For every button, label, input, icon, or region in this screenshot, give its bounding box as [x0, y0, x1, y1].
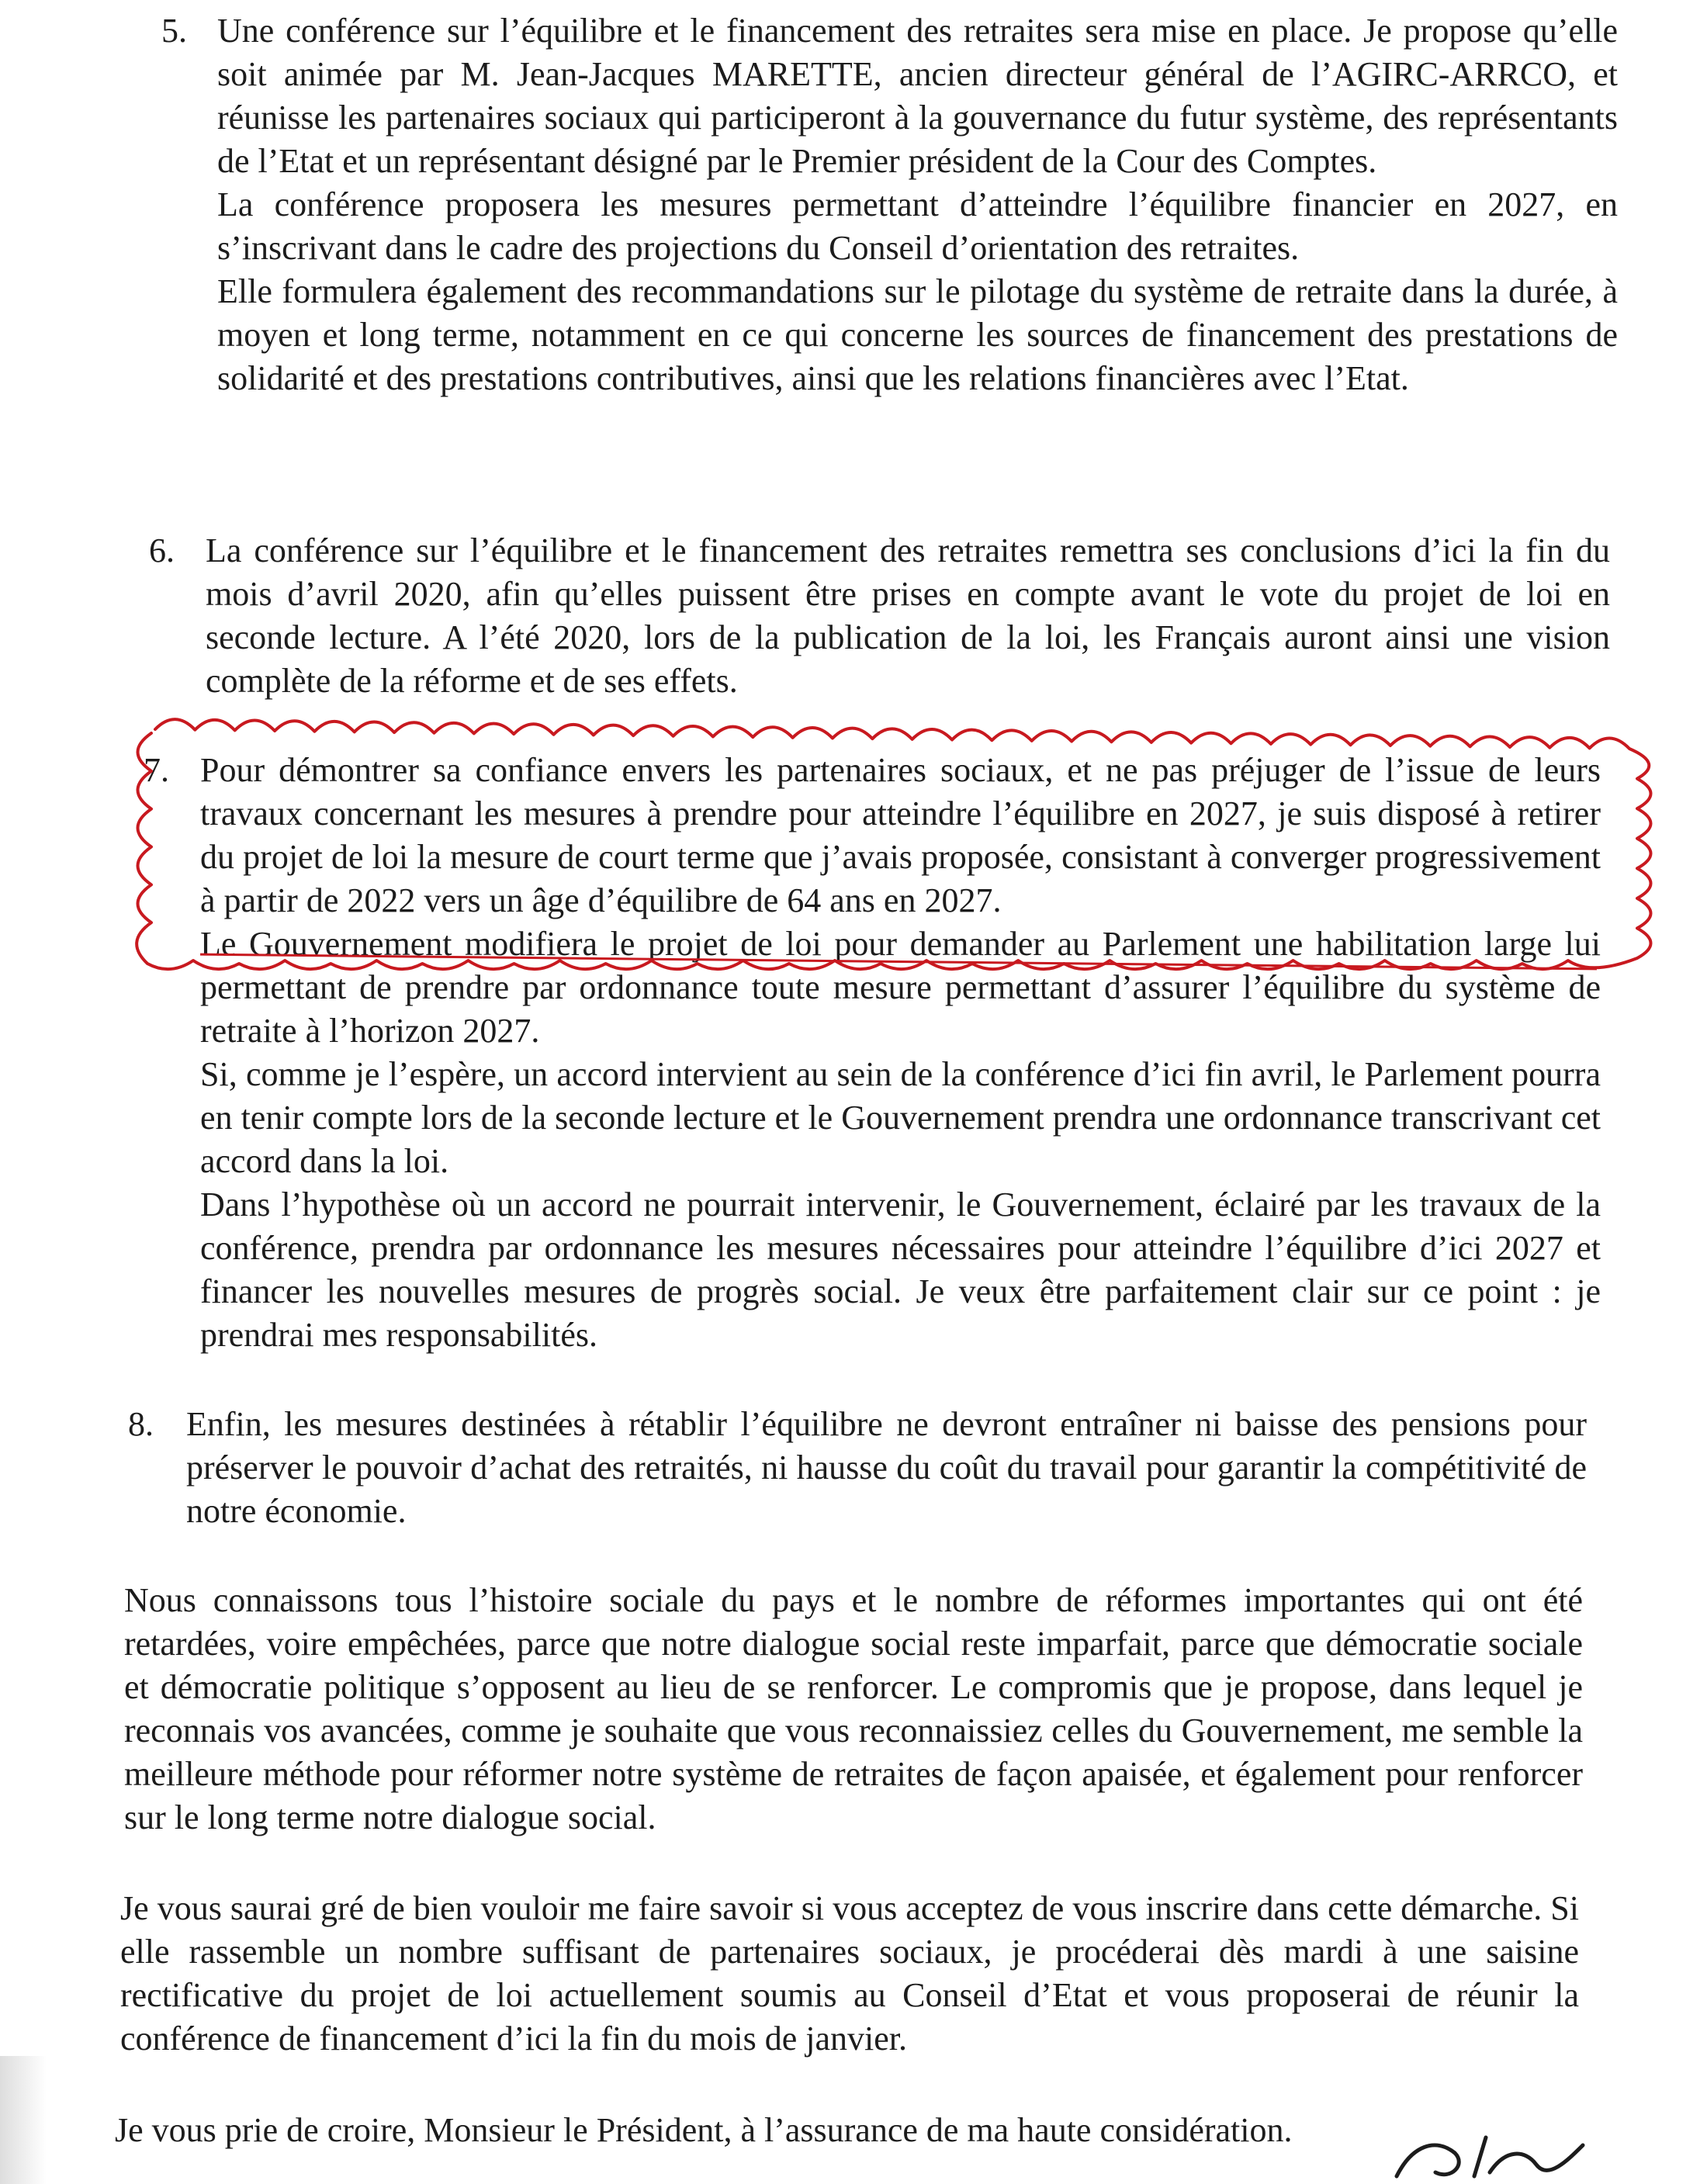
- paragraph: Dans l’hypothèse où un accord ne pourrait intervenir, le Gouvernement, éclairé par les travaux de la conférence, prendra par ordonnance les mesures nécessaires pour atteindre l’équilibre d’ici 2027 et financer les nouvelles mesures de progrès social. Je veux être parfaitement clair sur ce point : je prendrai mes responsabilités.: [200, 1185, 1601, 1354]
- signature-mark: [1381, 2130, 1614, 2184]
- closing-paragraph: Nous connaissons tous l’histoire sociale du pays et le nombre de réformes importantes qui ont été retardées, voire empêchées, parce que notre dialogue social reste imparfait, parce que démocratie sociale et démocratie politique s’opposent au lieu de se renforcer. Le compromis que je propose, dans lequel je reconnais vos avancées, comme je souhaite que vous reconnaissiez celles du Gouvernement, me semble la meilleure méthode pour réformer notre système de retraites de façon apaisée, et également pour renforcer sur le long terme notre dialogue social.: [124, 1581, 1583, 1836]
- item-number: 7.: [144, 751, 169, 789]
- paragraph: Si, comme je l’espère, un accord intervient au sein de la conférence d’ici fin avril, le Parlement pourra en tenir compte lors de la seconde lecture et le Gouvernement prendra une ordonnance transcrivant cet accord dans la loi.: [200, 1055, 1601, 1180]
- item-number: 5.: [161, 12, 187, 50]
- closing-paragraph: Je vous saurai gré de bien vouloir me faire savoir si vous acceptez de vous inscrire dans cette démarche. Si elle rassemble un nombre suffisant de partenaires sociaux, je procéderai dès mardi à une saisine rectificative du projet de loi actuellement soumis au Conseil d’Etat et vous proposerai de réunir la conférence de financement d’ici la fin du mois de janvier.: [120, 1889, 1579, 2058]
- paragraph: La conférence proposera les mesures permettant d’atteindre l’équilibre financier en 2027, en s’inscrivant dans le cadre des projections du Conseil d’orientation des retraites.: [217, 185, 1618, 267]
- closing-formula: Je vous prie de croire, Monsieur le Président, à l’assurance de ma haute considération.: [115, 2111, 1293, 2149]
- struck-paragraph: Le Gouvernement modifiera le projet de loi pour demander au Parlement une habilitation large lui permettant de prendre par ordonnance toute mesure permettant d’assurer l’équilibre du système de retraite à l’horizon 2027.: [200, 925, 1601, 1050]
- item-5-body: [217, 9, 1618, 400]
- paragraph: Elle formulera également des recommandations sur le pilotage du système de retraite dans la durée, à moyen et long terme, notamment en ce qui concerne les sources de financement des prestations de solidarité et des prestations contributives, ainsi que les relations financières avec l’Etat.: [217, 272, 1618, 397]
- item-number: 6.: [149, 531, 175, 569]
- paragraph: Une conférence sur l’équilibre et le financement des retraites sera mise en place. Je propose qu’elle soit animée par M. Jean-Jacques MARETTE, ancien directeur général de l’AGIRC-ARRCO, et réunisse les partenaires sociaux qui participeront à la gouvernance du futur système, des représentants de l’Etat et un représentant désigné par le Premier président de la Cour des Comptes.: [217, 12, 1618, 180]
- item-number: 8.: [128, 1405, 154, 1443]
- highlighted-paragraph: Pour démontrer sa confiance envers les partenaires sociaux, et ne pas préjuger de l’issue de leurs travaux concernant les mesures à prendre pour atteindre l’équilibre en 2027, je suis disposé à retirer du projet de loi la mesure de court terme que j’avais proposée, consistant à converger progressivement à partir de 2022 vers un âge d’équilibre de 64 ans en 2027.: [200, 751, 1601, 919]
- item-8-body: [186, 1403, 1587, 1533]
- item-7-body: [200, 749, 1601, 1357]
- item-6-body: [206, 529, 1610, 703]
- page-shadow: [0, 2056, 47, 2184]
- paragraph: La conférence sur l’équilibre et le financement des retraites remettra ses conclusions d’ici la fin du mois d’avril 2020, afin qu’elles puissent être prises en compte avant le vote du projet de loi en seconde lecture. A l’été 2020, lors de la publication de la loi, les Français auront ainsi une vision complète de la réforme et de ses effets.: [206, 531, 1610, 700]
- paragraph: Enfin, les mesures destinées à rétablir l’équilibre ne devront entraîner ni baisse des pensions pour préserver le pouvoir d’achat des retraités, ni hausse du coût du travail pour garantir la compétitivité de notre économie.: [186, 1405, 1587, 1530]
